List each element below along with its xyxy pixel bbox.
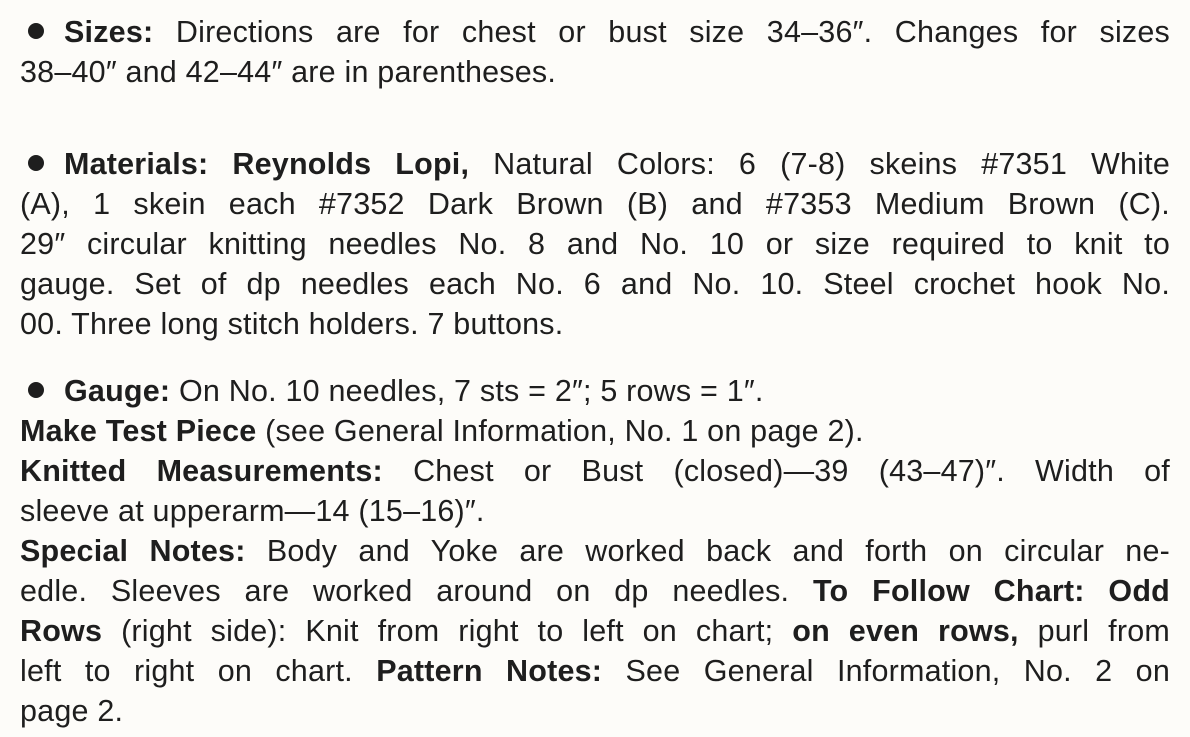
special-notes-line-4: [20, 651, 1170, 691]
sizes-text-1: Directions are for chest or bust size 34–36″. Changes for sizes: [175, 15, 1170, 49]
materials-line-3: 29″ circular knitting needles No. 8 and No. 10 or size required to knit to: [20, 227, 1170, 261]
bullet-icon: [28, 23, 44, 39]
special-notes-line-3: [20, 611, 1170, 651]
special-notes-text-4b: See General Information, No. 2 on: [625, 654, 1170, 688]
gauge-text: On No. 10 needles, 7 sts = 2″; 5 rows = 1″.: [178, 374, 764, 408]
materials-text-1: Natural Colors: 6 (7-8) skeins #7351 White: [493, 147, 1170, 181]
follow-chart-label: To Follow Chart: Odd: [812, 574, 1170, 608]
materials-line-2: (A), 1 skein each #7352 Dark Brown (B) and #7353 Medium Brown (C).: [20, 187, 1170, 221]
sizes-line-2: 38–40″ and 42–44″ are in parentheses.: [20, 55, 557, 89]
special-notes-line-5: page 2.: [20, 694, 124, 728]
even-rows-label: on even rows,: [792, 614, 1019, 648]
pattern-notes-label: Pattern Notes:: [376, 654, 603, 688]
sizes-section: [20, 12, 1170, 92]
special-notes-line-1: [20, 531, 1170, 571]
measurements-text-1: Chest or Bust (closed)—39 (43–47)″. Width of: [413, 454, 1170, 488]
materials-line-1: [20, 144, 1170, 184]
materials-line-4: gauge. Set of dp needles each No. 6 and No. 10. Steel crochet hook No.: [20, 267, 1170, 301]
special-notes-label: Special Notes:: [20, 534, 246, 568]
gauge-notes-section: [20, 371, 1170, 731]
gauge-label: Gauge:: [64, 374, 171, 408]
materials-section: [20, 144, 1170, 344]
measurements-line-1: [20, 451, 1170, 491]
measurements-label: Knitted Measurements:: [20, 454, 383, 488]
materials-label: Materials: Reynolds Lopi,: [64, 147, 470, 181]
measurements-line-2: sleeve at upperarm—14 (15–16)″.: [20, 494, 485, 528]
odd-rows-label: Rows: [20, 614, 103, 648]
special-notes-text-2: edle. Sleeves are worked around on dp needles.: [20, 574, 790, 608]
gauge-line: [20, 371, 1170, 411]
bullet-icon: [28, 155, 44, 171]
sizes-line-1: [20, 12, 1170, 52]
test-piece-line: [20, 411, 1170, 451]
special-notes-line-2: [20, 571, 1170, 611]
bullet-icon: [28, 382, 44, 398]
special-notes-text-4: left to right on chart.: [20, 654, 353, 688]
materials-line-5: 00. Three long stitch holders. 7 buttons.: [20, 307, 564, 341]
test-piece-text: (see General Information, No. 1 on page 2).: [265, 414, 864, 448]
special-notes-text-1: Body and Yoke are worked back and forth on circular ne-: [266, 534, 1170, 568]
sizes-label: Sizes:: [64, 15, 154, 49]
test-piece-label: Make Test Piece: [20, 414, 257, 448]
special-notes-text-3b: purl from: [1037, 614, 1170, 648]
special-notes-text-3: (right side): Knit from right to left on chart;: [121, 614, 774, 648]
